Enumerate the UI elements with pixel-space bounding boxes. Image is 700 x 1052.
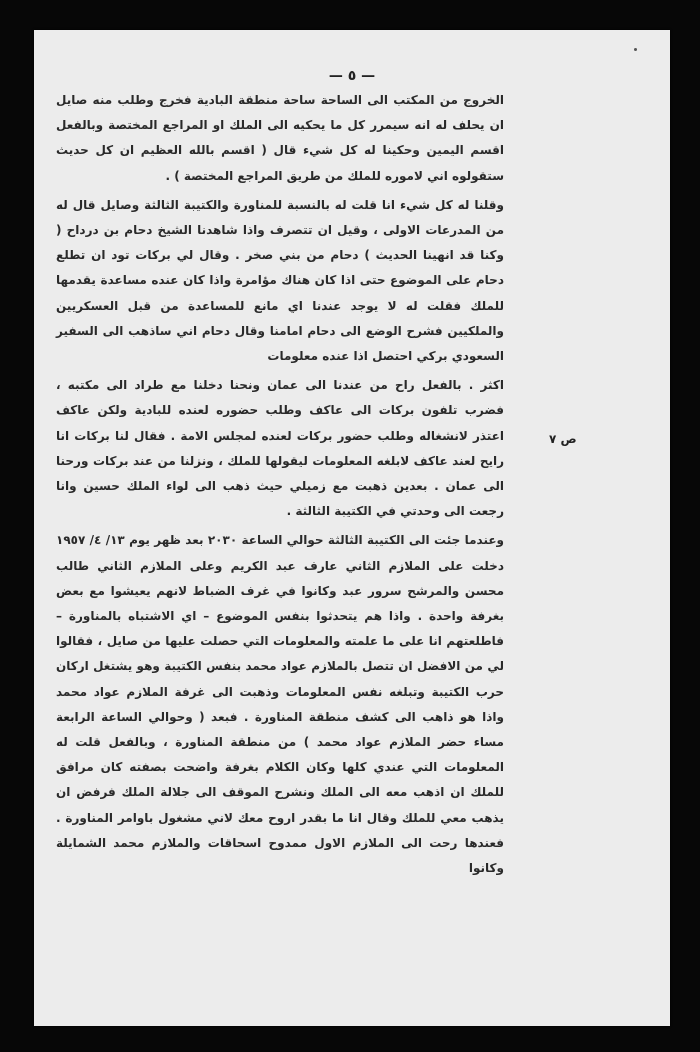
document-page [34,30,670,1026]
paragraph: الخروج من المكتب الى الساحة ساحة منطقة البادية فخرج وطلب منه صايل ان يحلف له انه سيمرر كل ما يحكيه الى الملك او المراجع المختصة وبالفعل اقسم اليمين وحكينا له كل شيء قال ( اقسم بالله العظيم ان كل حديث ستقولوه اني لاموره للملك من طريق المراجع المختصة ) . [56,93,504,183]
paragraph: وعندما جئت الى الكتيبة الثالثة حوالي الساعة ٢٠٣٠ بعد ظهر يوم ١٣/ ٤/ ١٩٥٧ دخلت على الملازم الثاني عارف عبد الكريم وعلى الملازم الثاني طالب محسن والمرشح سرور عبد وكانوا في غرف الضباط لانهم يعيشوا مع بعض بغرفة واحدة . واذا هم يتحدثوا بنفس الموضوع – اي الاشتباه بالمناورة – فاطلعتهم انا على ما علمته والمعلومات التي حصلت عليها من صايل ، فقالوا لي من الافضل ان تتصل بالملازم عواد محمد بنفس الكتيبة وهو يشتغل اركان حرب الكتيبة وتبلغه نفس المعلومات وذهبت الى غرفة الملازم عواد محمد واذا هو ذاهب الى كشف منطقة المناورة . فبعد ( وحوالي الساعة الرابعة مساء حضر الملازم عواد محمد ) من منطقة المناورة ، وبالفعل قلت له المعلومات التي عندي كلها وكان الكلام بغرفة واضحت بصفته كان مرافق للملك ان اذهب معه الى الملك ونشرح الموقف الى جلالة الملك فرفض ان يذهب معي للملك وقال انا ما بقدر اروح معك لاني مشغول باوامر المناورة . فعندها رحت الى الملازم الاول ممدوح اسحاقات والملازم محمد الشمايلة وكانوا [56,533,505,876]
document-body [56,88,504,881]
paragraph: اكثر . بالفعل راح من عندنا الى عمان ونحنا دخلنا مع طراد الى مكتبه ، فضرب تلفون بركات الى عاكف وطلب حضوره لعنده للبادية ولكن عاكف اعتذر لانشغاله وطلب حضور بركات لعنده لمجلس الامة . فقال لنا بركات انا رايح لعند عاكف لابلغه المعلومات ليقولها للملك ، ونزلنا من عند بركات ورحنا الى عمان . بعدين ذهبت مع زميلي حيث ذهب الى لواء الملك حسين وانا رجعت الى وحدتي في الكتيبة الثالثة . [56,378,504,519]
scan-speck [634,48,637,51]
margin-note: ص ٧ [549,432,577,446]
page-number: — ٥ — [328,68,376,84]
paragraph: وقلنا له كل شيء انا قلت له بالنسبة للمناورة والكتيبة الثالثة وصايل قال له من المدرعات الاولى ، وقيل ان تتصرف واذا شاهدنا الشيخ دحام بن درداح ( وكنا قد انهينا الحديث ) دحام من بني صخر . وقال لي بركات تود ان تطلع دحام على الموضوع حتى اذا كان هناك مؤامرة واذا كان عنده مساعدة يقدمها للملك فقلت له لا يوجد عندنا اي مانع للمساعدة من قبل العسكريين والملكيين فشرح الوضع الى دحام امامنا وقال دحام اني ساذهب الى السفير السعودي بركي احتصل اذا عنده معلومات [56,197,504,364]
